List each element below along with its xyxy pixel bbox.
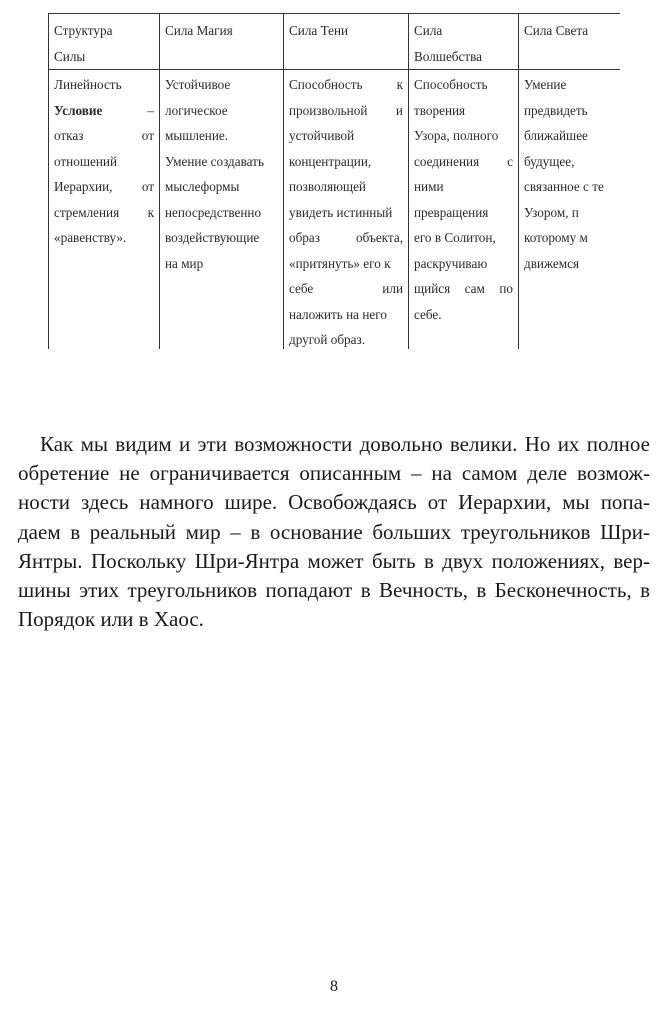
cell-light	[519, 70, 621, 350]
cell-line: которому м	[524, 230, 588, 245]
cell-line: Иерархии, от	[54, 179, 154, 194]
cell-line: «притянуть» его к	[289, 255, 391, 271]
header-text: Сила Света	[524, 23, 589, 38]
header-text: Силы	[54, 48, 86, 64]
cell-line: движемся	[524, 255, 580, 271]
cell-shadow	[284, 70, 409, 350]
cell-line: образ объекта,	[289, 230, 403, 245]
cell-line: Умение создавать	[165, 153, 264, 169]
cell-line: Умение	[524, 77, 567, 92]
cell-sorcery	[409, 70, 519, 350]
header-text: Сила Тени	[289, 23, 349, 38]
header-light	[519, 14, 621, 70]
header-text: Структура	[54, 23, 113, 38]
paragraph-line: шины этих треугольников попадают в Вечность, в Бесконечность, в	[18, 578, 650, 603]
cell-line: другой образ.	[289, 332, 366, 347]
cell-line: его в Солитон,	[414, 230, 496, 245]
paragraph-line: даем в реальный мир – в основание больших треугольников Шри-	[18, 519, 650, 544]
header-structure	[49, 14, 160, 70]
cell-line: творения	[414, 102, 466, 118]
cell-line: «равенству».	[54, 230, 127, 245]
cell-magic	[160, 70, 284, 350]
header-magic	[160, 14, 284, 70]
cell-line: Линейность	[54, 77, 122, 92]
paragraph-line: Порядок или в Хаос.	[18, 607, 204, 632]
cell-line: превращения	[414, 204, 489, 220]
cell-line: себе.	[414, 306, 442, 322]
condition-term: Условие	[54, 102, 103, 118]
cell-line-condition	[54, 98, 154, 124]
cell-line: отношений	[54, 153, 118, 169]
header-sorcery	[409, 14, 519, 70]
cell-line: ближайшее	[524, 128, 588, 143]
cell-line: мышление.	[165, 128, 229, 143]
cell-line: отказ от	[54, 128, 154, 143]
paragraph-line: Как мы видим и эти возможности довольно велики. Но их полное	[40, 432, 650, 456]
cell-line: Узором, п	[524, 204, 579, 220]
cell-line: логическое	[165, 102, 228, 118]
cell-line: наложить на него	[289, 306, 387, 322]
header-shadow	[284, 14, 409, 70]
cell-line: концентрации,	[289, 153, 372, 169]
header-text: Сила Магия	[165, 23, 233, 38]
powers-table	[48, 13, 620, 349]
powers-table-container	[48, 13, 620, 349]
cell-line: щийся сам по	[414, 281, 513, 296]
cell-line: на мир	[165, 255, 204, 271]
cell-line: воздействующие	[165, 230, 260, 245]
header-text: Сила	[414, 23, 443, 38]
paragraph-line: ности здесь намного шире. Освобождаясь от Иерархии, мы попа-	[18, 490, 650, 515]
cell-line: себе или	[289, 281, 403, 296]
table-header-row	[49, 14, 621, 70]
cell-line: Устойчивое	[165, 77, 231, 92]
cell-line: соединения с	[414, 153, 513, 169]
cell-line: непосредственно	[165, 204, 262, 220]
cell-line: связанное с те	[524, 179, 604, 194]
cell-line: ними	[414, 179, 444, 194]
cell-line: Способность к	[289, 77, 403, 92]
cell-line: устойчивой	[289, 128, 355, 143]
cell-line: раскручиваю	[414, 255, 488, 271]
condition-dash: –	[147, 102, 154, 118]
cell-line: мыслеформы	[165, 179, 240, 194]
cell-structure	[49, 70, 160, 350]
page-number: 8	[330, 978, 338, 995]
cell-line: Узора, полного	[414, 128, 499, 143]
cell-line: предвидеть	[524, 102, 588, 118]
cell-line: увидеть истинный	[289, 204, 393, 220]
body-paragraph	[18, 430, 650, 634]
table-row	[49, 70, 621, 350]
cell-line: будущее,	[524, 153, 575, 169]
paragraph-line: обретение не ограничивается описанным – на самом деле возмож-	[18, 461, 650, 486]
header-text: Волшебства	[414, 48, 483, 64]
cell-line: произвольной и	[289, 102, 403, 118]
paragraph-line: Янтры. Поскольку Шри-Янтра может быть в двух положениях, вер-	[18, 548, 650, 573]
cell-line: Способность	[414, 77, 488, 92]
cell-line: стремления к	[54, 204, 154, 220]
cell-line: позволяющей	[289, 179, 366, 194]
